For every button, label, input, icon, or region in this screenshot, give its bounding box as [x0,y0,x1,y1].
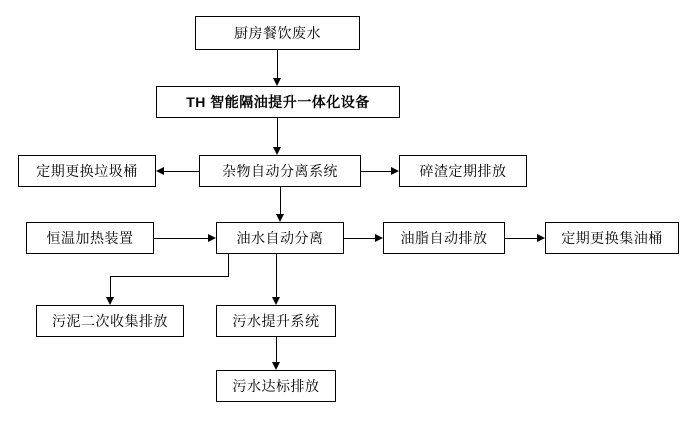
node-replace-trash-bin: 定期更换垃圾桶 [18,155,156,187]
node-sewage-standard-discharge: 污水达标排放 [216,370,336,402]
node-constant-temp-heating-device: 恒温加热装置 [26,222,154,254]
node-debris-auto-separation-system: 杂物自动分离系统 [199,155,361,187]
edge-oilwater-to-grease-arrow [375,234,383,242]
edge-oilwater-to-lifting-line [276,254,277,297]
edge-heating-to-oilwater-arrow [208,234,216,242]
edge-debris-to-oilwater-line [280,187,281,214]
node-sewage-lifting-system: 污水提升系统 [216,305,336,337]
edge-debris-to-oilwater-arrow [276,214,284,222]
edge-heating-to-oilwater-line [154,238,208,239]
edge-oilwater-to-sludge-vline-1 [228,254,229,276]
edge-oilwater-to-sludge-arrow [106,297,114,305]
edge-debris-to-slag-line [361,171,391,172]
edge-debris-to-slag-arrow [391,167,399,175]
node-oil-water-auto-separation: 油水自动分离 [216,222,344,254]
edge-oilwater-to-sludge-hline [110,276,229,277]
node-sludge-secondary-collection-discharge: 污泥二次收集排放 [36,305,184,337]
node-grease-auto-discharge: 油脂自动排放 [383,222,505,254]
node-replace-oil-collection-bucket: 定期更换集油桶 [545,222,679,254]
edge-debris-to-trashbin-line [164,171,199,172]
node-th-integrated-equipment: TH 智能隔油提升一体化设备 [156,86,400,118]
edge-equipment-to-debris-arrow [273,147,281,155]
edge-equipment-to-debris-line [277,118,278,147]
edge-grease-to-oilbucket-line [505,238,537,239]
edge-grease-to-oilbucket-arrow [537,234,545,242]
edge-oilwater-to-grease-line [344,238,375,239]
node-kitchen-wastewater: 厨房餐饮废水 [195,16,360,50]
node-slag-periodic-discharge: 碎渣定期排放 [399,155,527,187]
edge-wastewater-to-equipment-arrow [273,78,281,86]
edge-lifting-to-standard-arrow [272,362,280,370]
edge-oilwater-to-lifting-arrow [272,297,280,305]
edge-debris-to-trashbin-arrow [156,167,164,175]
edge-oilwater-to-sludge-vline-2 [110,276,111,297]
edge-wastewater-to-equipment-line [277,50,278,78]
edge-lifting-to-standard-line [276,337,277,362]
